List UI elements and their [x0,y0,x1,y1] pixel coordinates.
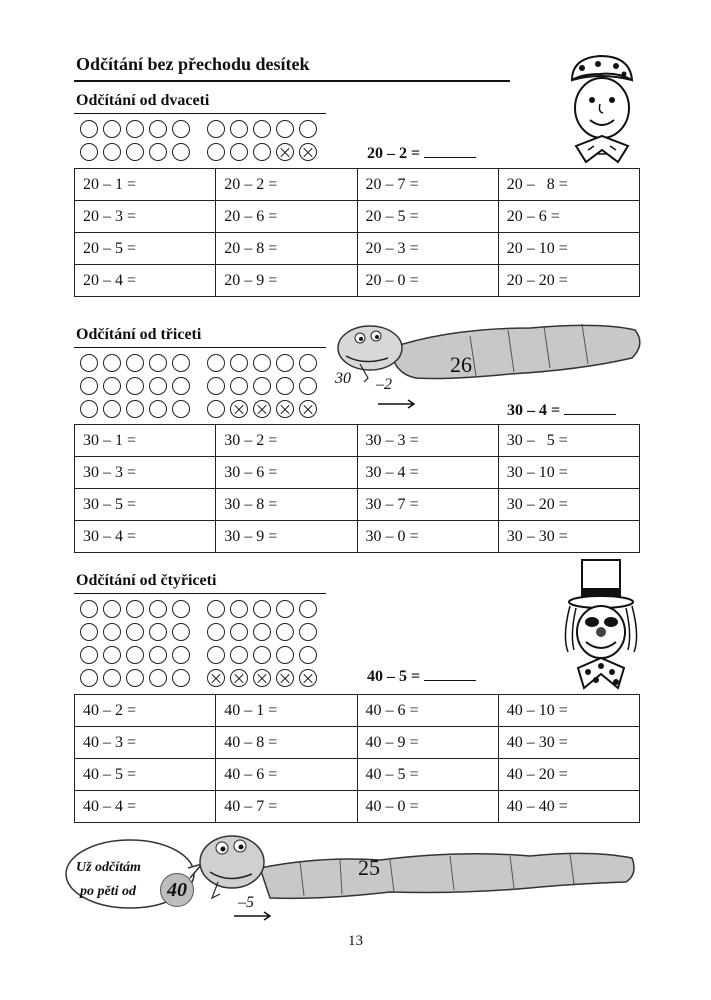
exercise-cell[interactable]: 40 – 2 = [75,695,216,727]
answer-blank[interactable] [424,666,476,681]
circle [230,120,248,138]
exercise-cell[interactable]: 30 – 5 = [75,489,216,521]
circle [172,623,190,641]
circle [149,377,167,395]
circle [126,143,144,161]
circle-groups [80,600,318,692]
bubble-number-badge: 40 [160,873,194,907]
circle [80,400,98,418]
exercise-cell[interactable]: 40 – 10 = [498,695,639,727]
exercise-cell[interactable]: 20 – 9 = [216,265,357,297]
circle [253,377,271,395]
circle-group [207,354,318,423]
circle [207,377,225,395]
circle [149,120,167,138]
exercise-cell[interactable]: 30 – 20 = [498,489,639,521]
circle [230,377,248,395]
exercise-cell[interactable]: 40 – 40 = [498,791,639,823]
exercise-cell[interactable]: 20 – 5 = [75,233,216,265]
exercise-cell[interactable]: 20 – 8 = [216,233,357,265]
exercise-cell[interactable]: 30 – 2 = [216,425,357,457]
exercise-cell[interactable]: 40 – 6 = [357,695,498,727]
answer-blank[interactable] [424,143,476,158]
table-row [75,791,640,823]
circle [149,669,167,687]
circle [207,646,225,664]
circle [80,600,98,618]
exercise-cell[interactable]: 40 – 30 = [498,727,639,759]
table-row [75,727,640,759]
circle [103,623,121,641]
circle [299,377,317,395]
table-row [75,265,640,297]
exercise-cell[interactable]: 30 – 1 = [75,425,216,457]
circle [276,120,294,138]
crossed-circle [230,400,248,418]
exercise-cell[interactable]: 40 – 3 = [75,727,216,759]
crossed-circle [207,669,225,687]
circle-group [80,120,191,166]
table-row [75,201,640,233]
crossed-circle [276,669,294,687]
exercise-table [74,694,640,823]
circle [253,623,271,641]
circle [126,120,144,138]
circle [172,354,190,372]
circle [207,354,225,372]
circle [276,623,294,641]
circle [126,623,144,641]
circle [103,143,121,161]
circle [276,377,294,395]
example-equation [367,666,476,686]
exercise-cell[interactable]: 30 – 3 = [75,457,216,489]
section-rule [74,113,326,114]
circle [80,646,98,664]
exercise-cell[interactable]: 30 – 3 = [357,425,498,457]
exercise-cell[interactable]: 20 – 2 = [216,169,357,201]
crossed-circle [299,669,317,687]
snake-body-number: 25 [358,855,380,880]
exercise-cell[interactable]: 20 – 4 = [75,265,216,297]
table-row [75,457,640,489]
circle [230,143,248,161]
page-title: Odčítání bez přechodu desítek [76,54,310,74]
snake-step: –2 [376,376,392,393]
circle [230,646,248,664]
circle [253,120,271,138]
circle [103,120,121,138]
circle [80,377,98,395]
exercise-cell[interactable]: 20 – 0 = [357,265,498,297]
circle [172,143,190,161]
circle [149,623,167,641]
circle [276,600,294,618]
circle [103,646,121,664]
section-heading-twenty: Odčítání od dvaceti [76,92,210,109]
circle [253,646,271,664]
circle [207,600,225,618]
example-equation [367,143,476,163]
exercise-cell[interactable]: 40 – 7 = [216,791,357,823]
exercise-cell[interactable]: 40 – 9 = [357,727,498,759]
circle [299,600,317,618]
bubble-text-line1: Už odčítám [76,860,141,875]
circle [126,400,144,418]
circle-group [207,600,318,692]
circle [172,600,190,618]
circle [172,120,190,138]
crossed-circle [276,143,294,161]
circle [126,600,144,618]
equation-text: 20 – 2 = [367,145,421,162]
circle [230,600,248,618]
section-heading-thirty: Odčítání od třiceti [76,326,202,343]
circle [149,646,167,664]
exercise-cell[interactable]: 20 – 6 = [498,201,639,233]
circle [207,120,225,138]
exercise-cell[interactable]: 30 – 8 = [216,489,357,521]
circle [80,354,98,372]
section-rule [74,593,326,594]
circle [253,354,271,372]
circle [230,623,248,641]
circle-groups [80,354,318,423]
circle-group [207,120,318,166]
circle [103,354,121,372]
crossed-circle [253,669,271,687]
table-row [75,169,640,201]
exercise-cell[interactable]: 20 – 6 = [216,201,357,233]
table-row [75,521,640,553]
circle [172,669,190,687]
exercise-cell[interactable]: 30 – 5 = [498,425,639,457]
circle [80,120,98,138]
snake-step: –5 [238,894,254,911]
example-equation [507,400,616,420]
circle [126,377,144,395]
crossed-circle [299,400,317,418]
snake-illustration [330,308,650,414]
exercise-cell[interactable]: 40 – 20 = [498,759,639,791]
table-row [75,759,640,791]
circle [299,623,317,641]
circle [230,354,248,372]
circle [103,400,121,418]
circle [299,354,317,372]
snake-start-number: 30 [335,370,351,387]
circle [299,120,317,138]
page-number: 13 [348,933,363,949]
circle [207,623,225,641]
circle [253,143,271,161]
exercise-cell[interactable]: 30 – 30 = [498,521,639,553]
circle [126,354,144,372]
exercise-cell[interactable]: 20 – 20 = [498,265,639,297]
table-row [75,695,640,727]
circle [126,669,144,687]
exercise-cell[interactable]: 20 – 10 = [498,233,639,265]
exercise-cell[interactable]: 20 – 1 = [75,169,216,201]
table-row [75,233,640,265]
exercise-cell[interactable]: 20 – 7 = [357,169,498,201]
clown-illustration [556,556,644,696]
circle [253,600,271,618]
exercise-cell[interactable]: 30 – 0 = [357,521,498,553]
snake-with-bubble-illustration [60,828,640,928]
circle-groups [80,120,318,166]
circle [207,400,225,418]
title-underline [74,80,510,82]
exercise-cell[interactable]: 30 – 6 = [216,457,357,489]
exercise-cell[interactable]: 30 – 4 = [357,457,498,489]
circle [103,669,121,687]
table-row [75,489,640,521]
section-heading-forty: Odčítání od čtyřiceti [76,572,217,589]
circle [172,646,190,664]
crossed-circle [230,669,248,687]
exercise-cell[interactable]: 20 – 8 = [498,169,639,201]
crossed-circle [253,400,271,418]
exercise-cell[interactable]: 40 – 8 = [216,727,357,759]
exercise-cell[interactable]: 40 – 6 = [216,759,357,791]
boy-illustration [558,50,642,166]
circle-group [80,600,191,692]
circle [149,400,167,418]
exercise-table [74,424,640,553]
circle [149,143,167,161]
circle [207,143,225,161]
bubble-text-line2: po pěti od [80,884,136,899]
circle [103,377,121,395]
exercise-cell[interactable]: 40 – 4 = [75,791,216,823]
circle [80,623,98,641]
exercise-cell[interactable]: 20 – 3 = [75,201,216,233]
exercise-cell[interactable]: 40 – 5 = [75,759,216,791]
snake-body-number: 26 [450,352,472,377]
circle [80,143,98,161]
circle [149,354,167,372]
circle [80,669,98,687]
equation-text: 30 – 4 = [507,402,561,419]
table-row [75,425,640,457]
exercise-table [74,168,640,297]
exercise-cell[interactable]: 20 – 5 = [357,201,498,233]
crossed-circle [299,143,317,161]
exercise-cell[interactable]: 30 – 10 = [498,457,639,489]
section-rule [74,347,326,348]
circle [126,646,144,664]
circle [172,377,190,395]
exercise-cell[interactable]: 40 – 1 = [216,695,357,727]
exercise-cell[interactable]: 30 – 7 = [357,489,498,521]
exercise-cell[interactable]: 20 – 3 = [357,233,498,265]
exercise-cell[interactable]: 40 – 5 = [357,759,498,791]
equation-text: 40 – 5 = [367,668,421,685]
circle [299,646,317,664]
exercise-cell[interactable]: 40 – 0 = [357,791,498,823]
circle [172,400,190,418]
circle-group [80,354,191,423]
circle [149,600,167,618]
circle [276,354,294,372]
answer-blank[interactable] [564,400,616,415]
circle [276,646,294,664]
circle [103,600,121,618]
crossed-circle [276,400,294,418]
exercise-cell[interactable]: 30 – 4 = [75,521,216,553]
exercise-cell[interactable]: 30 – 9 = [216,521,357,553]
